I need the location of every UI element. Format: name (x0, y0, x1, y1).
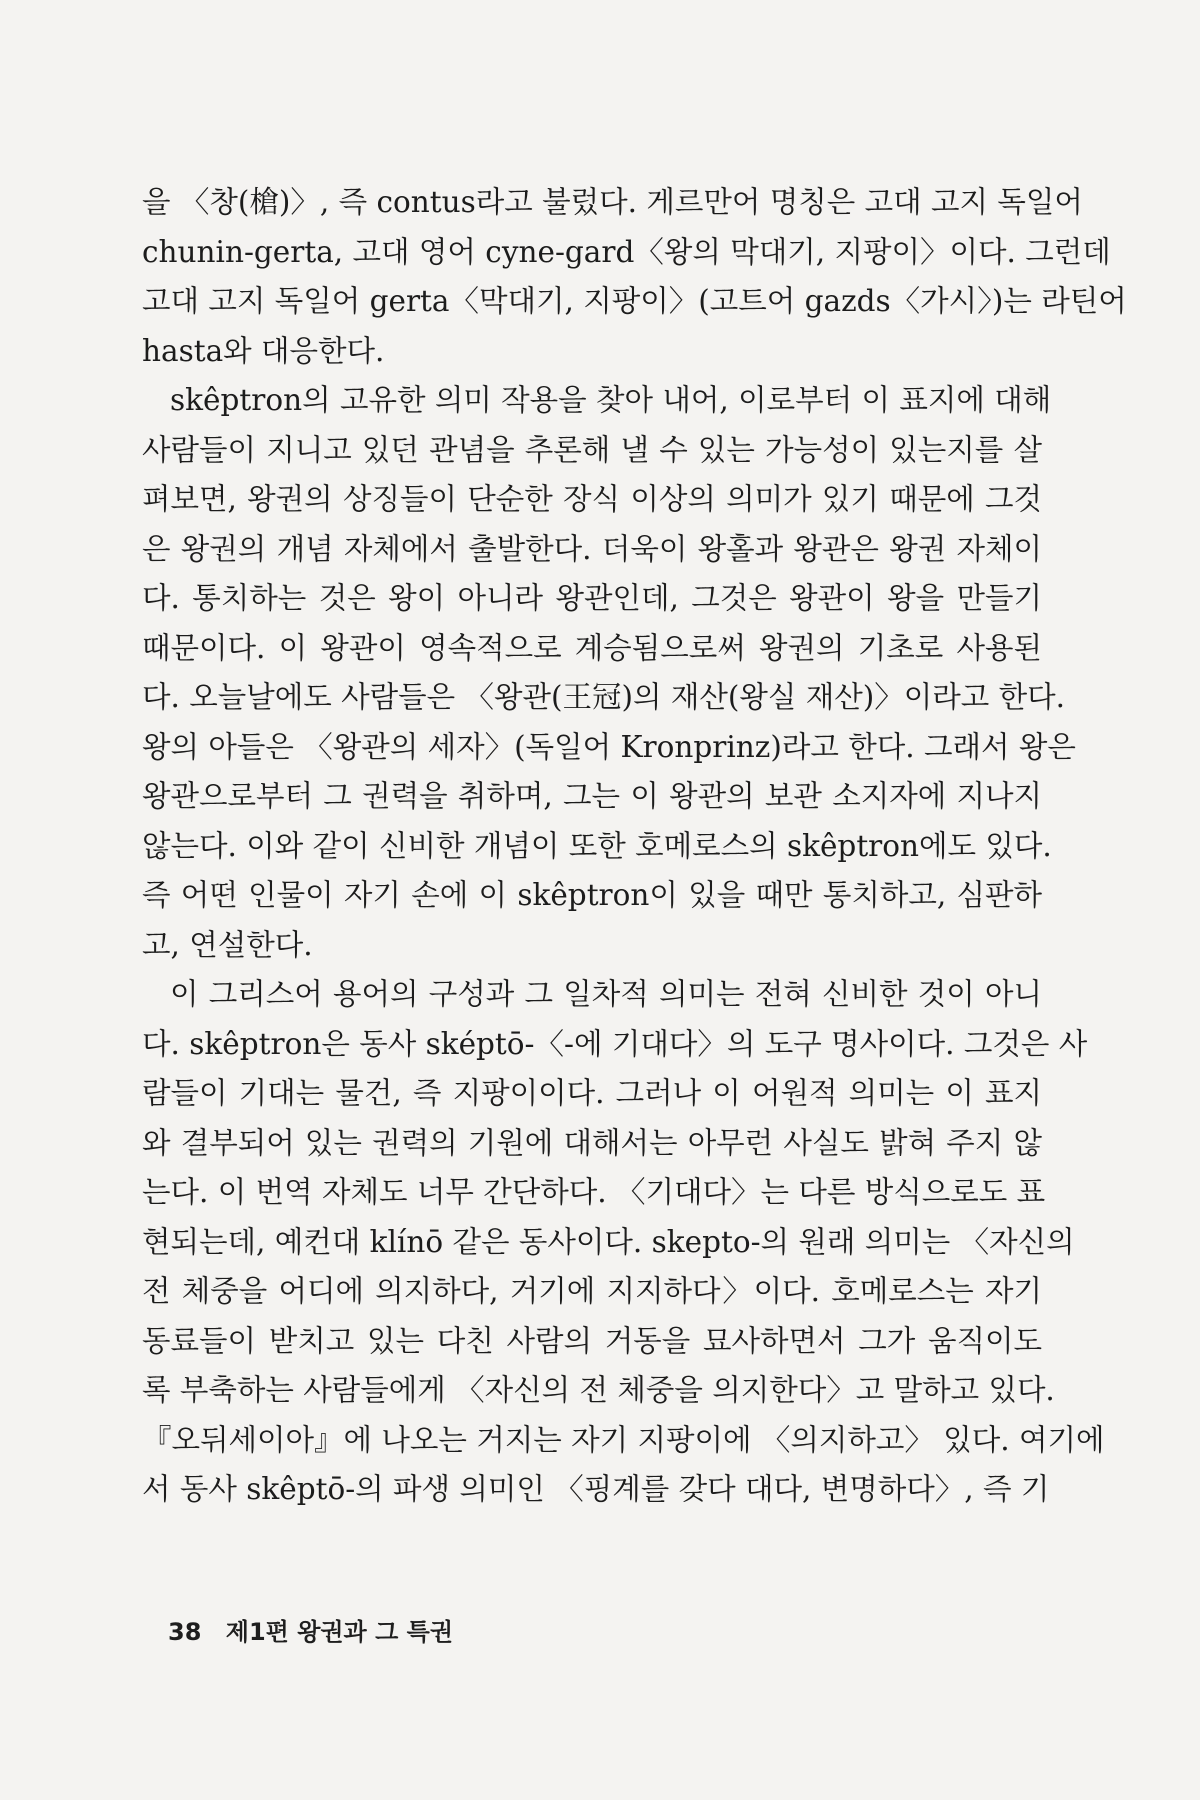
text-line: chunin-gerta, 고대 영어 cyne-gard〈왕의 막대기, 지팡이〉이다. 그런데 (142, 234, 1111, 269)
page-number: 38 (168, 1618, 202, 1646)
page-footer (168, 1612, 453, 1647)
text-line: 고, 연설한다. (142, 927, 313, 962)
text-line: 전 체중을 어디에 의지하다, 거기에 지지하다〉이다. 호메로스는 자기 (142, 1274, 1042, 1308)
text-line: 이 그리스어 용어의 구성과 그 일차적 의미는 전혀 신비한 것이 아니 (170, 977, 1042, 1011)
text-line: 와 결부되어 있는 권력의 기원에 대해서는 아무런 사실도 밝혀 주지 않 (142, 1125, 1042, 1160)
text-line: 서 동사 skêptō-의 파생 의미인 〈핑계를 갖다 대다, 변명하다〉, 즉 기 (142, 1472, 1050, 1506)
text-line: 동료들이 받치고 있는 다친 사람의 거동을 묘사하면서 그가 움직이도 (142, 1323, 1042, 1358)
text-line: 않는다. 이와 같이 신비한 개념이 또한 호메로스의 skêptron에도 있다. (142, 828, 1052, 863)
text-line: 현되는데, 예컨대 klínō 같은 동사이다. skepto-의 원래 의미는 〈자신의 (142, 1224, 1075, 1259)
text-line: 다. 통치하는 것은 왕이 아니라 왕관인데, 그것은 왕관이 왕을 만들기 (142, 581, 1042, 615)
text-line: 왕의 아들은 〈왕관의 세자〉(독일어 Kronprinz)라고 한다. 그래서 왕은 (142, 729, 1076, 764)
text-line: 때문이다. 이 왕관이 영속적으로 계승됨으로써 왕권의 기초로 사용된 (142, 630, 1042, 665)
running-chapter-title: 제1편 왕권과 그 특권 (225, 1618, 454, 1646)
text-line: 은 왕권의 개념 자체에서 출발한다. 더욱이 왕홀과 왕관은 왕권 자체이 (142, 531, 1042, 566)
text-line: 고대 고지 독일어 gerta〈막대기, 지팡이〉(고트어 gazds〈가시〉)는 라틴어 (142, 284, 1127, 318)
text-line: 펴보면, 왕권의 상징들이 단순한 장식 이상의 의미가 있기 때문에 그것 (142, 482, 1042, 516)
text-line: 다. skêptron은 동사 sképtō-〈-에 기대다〉의 도구 명사이다. 그것은 사 (142, 1026, 1088, 1061)
text-line: 을 〈창(槍)〉, 즉 contus라고 불렀다. 게르만어 명칭은 고대 고지 독일어 (142, 185, 1083, 219)
text-line: 록 부축하는 사람들에게 〈자신의 전 체중을 의지한다〉고 말하고 있다. (142, 1373, 1055, 1407)
text-line: 람들이 기대는 물건, 즉 지팡이이다. 그러나 이 어원적 의미는 이 표지 (142, 1076, 1042, 1110)
text-line: 왕관으로부터 그 권력을 취하며, 그는 이 왕관의 보관 소지자에 지나지 (142, 779, 1042, 813)
text-line: 사람들이 지니고 있던 관념을 추론해 낼 수 있는 가능성이 있는지를 살 (142, 432, 1042, 467)
text-line: 즉 어떤 인물이 자기 손에 이 skêptron이 있을 때만 통치하고, 심판하 (142, 878, 1042, 912)
text-line: 는다. 이 번역 자체도 너무 간단하다. 〈기대다〉는 다른 방식으로도 표 (142, 1175, 1046, 1209)
text-line: skêptron의 고유한 의미 작용을 찾아 내어, 이로부터 이 표지에 대해 (170, 383, 1052, 417)
text-line: 『오뒤세이아』에 나오는 거지는 자기 지팡이에 〈의지하고〉 있다. 여기에 (142, 1422, 1105, 1457)
text-line: 다. 오늘날에도 사람들은 〈왕관(王冠)의 재산(왕실 재산)〉이라고 한다. (142, 680, 1065, 714)
body-text (142, 178, 1127, 1515)
text-line: hasta와 대응한다. (142, 333, 385, 368)
